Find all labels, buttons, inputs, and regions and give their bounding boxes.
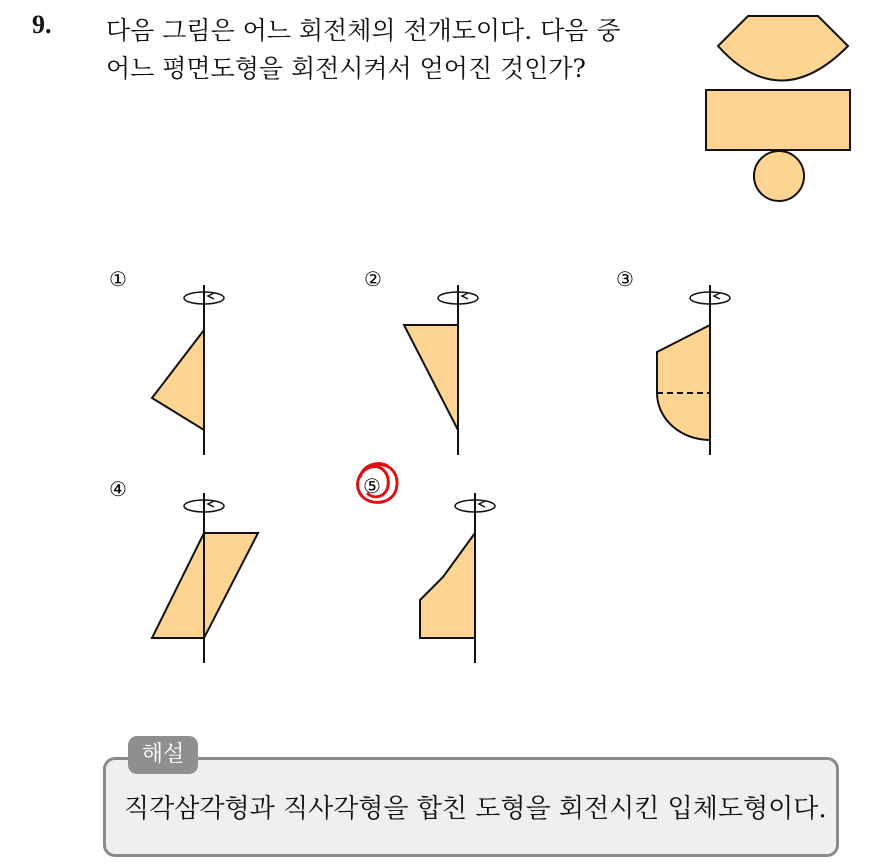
solid-net-figure: [706, 16, 850, 201]
choice-2-label[interactable]: ②: [364, 267, 382, 291]
net-base-circle: [754, 151, 804, 201]
choice-5-figure[interactable]: [420, 493, 495, 663]
net-cone-sector: [718, 16, 848, 81]
choice-2-figure[interactable]: [404, 285, 478, 455]
net-cylinder-side: [706, 90, 850, 150]
choice-1-label[interactable]: ①: [109, 267, 127, 291]
question-line-1: 다음 그림은 어느 회전체의 전개도이다. 다음 중: [106, 16, 621, 45]
question-line-2: 어느 평면도형을 회전시켜서 얻어진 것인가?: [106, 54, 586, 83]
choice-5-label[interactable]: ⑤: [363, 474, 381, 498]
solution-tag: 해설: [128, 736, 198, 774]
choice-4-label[interactable]: ④: [109, 477, 127, 501]
solution-text: 직각삼각형과 직사각형을 합친 도형을 회전시킨 입체도형이다.: [124, 794, 827, 824]
choice-3-label[interactable]: ③: [616, 267, 634, 291]
choice-4-figure[interactable]: [152, 493, 258, 663]
choice-3-figure[interactable]: [657, 285, 730, 455]
choice-1-figure[interactable]: [152, 285, 224, 455]
question-number: 9.: [32, 10, 52, 39]
